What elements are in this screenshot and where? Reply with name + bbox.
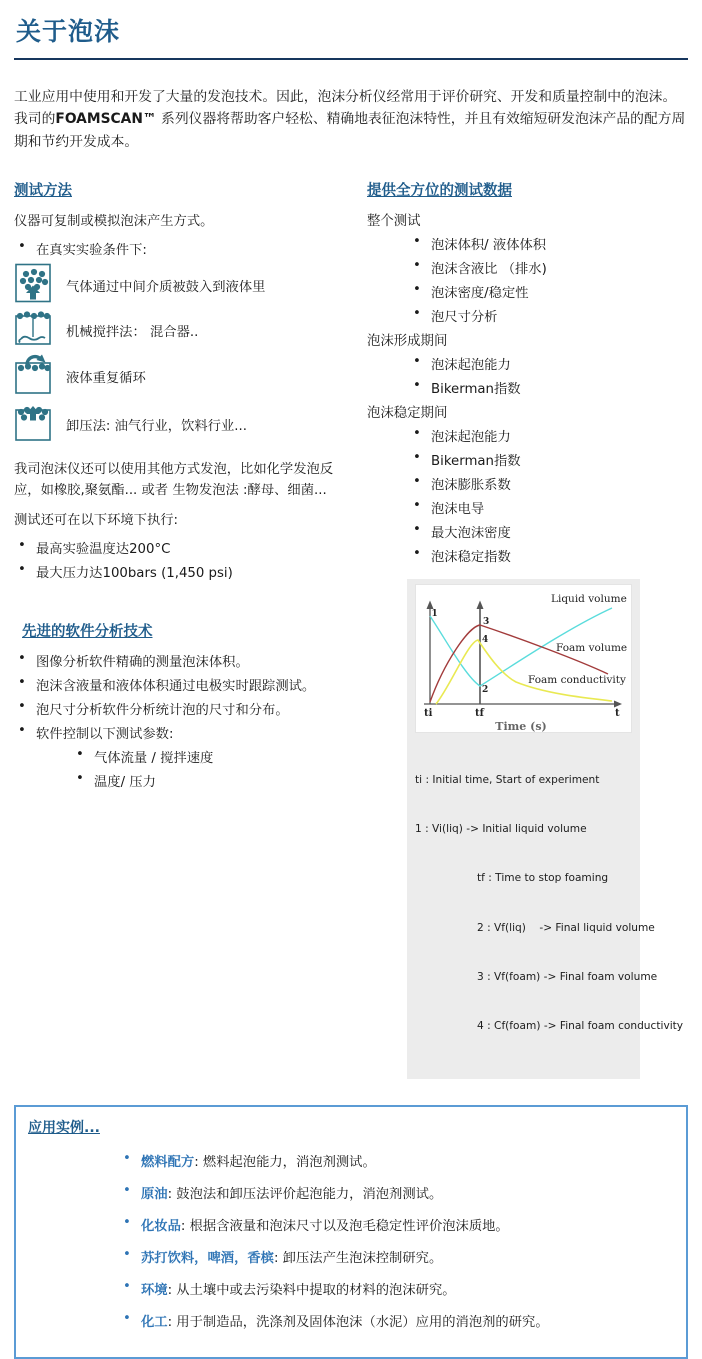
data-item: [413, 258, 688, 277]
data-item-text: 泡沫起泡能力: [431, 430, 511, 446]
env-item: [14, 562, 359, 581]
method-label: 机械搅拌法： 混合器..: [66, 324, 199, 340]
data-group-label: 泡沫稳定期间: [367, 406, 448, 422]
foam-volume-curve: [430, 625, 608, 702]
data-item-text: 泡沫含液比 （排水): [431, 262, 547, 278]
two-column-layout: [14, 171, 688, 1079]
method-label: 卸压法: 油气行业，饮料行业...: [66, 418, 247, 434]
applications-heading: 应用实例...: [28, 1120, 100, 1137]
data-item-text: 最大泡沫密度: [431, 526, 511, 542]
data-item: [413, 450, 688, 469]
environment-heading: 测试还可在以下环境下执行:: [14, 513, 179, 529]
application-desc: : 用于制造品，洗涤剂及固体泡沫（水泥）应用的消泡剂的研究。: [167, 1315, 549, 1331]
mechanical-stirring-icon: [14, 310, 52, 350]
marker-2: 2: [482, 685, 489, 696]
data-group-label: 整个测试: [367, 214, 421, 230]
data-item: [413, 306, 688, 325]
data-item-text: Bikerman指数: [431, 382, 521, 398]
env-item-text: 最高实验温度达200°C: [36, 542, 171, 558]
intro-line-2-post: 系列仪器将帮助客户轻松、精确地表征泡沫特性，并且有效缩短研发泡沫产品的配方周期和节约开发成本。: [14, 111, 686, 150]
application-term: 原油: [141, 1187, 168, 1203]
section-heading-test-methods: 测试方法: [14, 183, 72, 200]
software-sub-item-text: 温度/ 压力: [94, 775, 156, 791]
application-item: [123, 1247, 672, 1266]
left-column: [14, 171, 359, 1079]
method-row-depressurization: [14, 402, 359, 446]
intro-line-2-pre: 我司的: [14, 111, 56, 128]
env-item-text: 最大压力达100bars (1,450 psi): [36, 566, 233, 582]
software-item: [14, 723, 359, 742]
bullet-dot: •: [123, 1215, 131, 1231]
intro-line-2: [14, 108, 688, 153]
foam-chart-panel: [407, 579, 684, 1079]
legend-line: 2 : Vf(liq) -> Final liquid volume: [477, 921, 655, 934]
method-row-recirculation: [14, 353, 359, 399]
foam-chart: [415, 584, 632, 733]
data-item-text: 泡沫体积/ 液体体积: [431, 238, 547, 254]
method-row-stirring: [14, 310, 359, 350]
x-axis-label: Time (s): [495, 720, 547, 734]
spacer: [14, 586, 359, 612]
right-column: [359, 171, 688, 1079]
bullet-dot: •: [123, 1183, 131, 1199]
software-item-text: 软件控制以下测试参数:: [36, 727, 174, 743]
data-item-text: 泡沫起泡能力: [431, 358, 511, 374]
tick-tf: tf: [475, 708, 484, 720]
bullet-dot: •: [123, 1247, 131, 1263]
legend-line: tf : Time to stop foaming: [477, 872, 609, 885]
software-item-text: 泡尺寸分析软件分析统计泡的尺寸和分布。: [36, 703, 289, 719]
liquid-recirculation-icon: [14, 353, 52, 399]
gas-sparging-icon: [14, 263, 52, 307]
bullet-dot: •: [413, 258, 421, 274]
software-sub-item: [76, 747, 359, 766]
chart-legend: [415, 739, 684, 1067]
intro-line-1: 工业应用中使用和开发了大量的发泡技术。因此，泡沫分析仪经常用于评价研究、开发和质量控制中的泡沫。: [14, 89, 677, 105]
intro-paragraph: [14, 86, 688, 153]
page-title: 关于泡沫: [16, 17, 121, 46]
bullet-dot: •: [413, 546, 421, 562]
tick-ti: ti: [424, 708, 433, 720]
brand-name: FOAMSCAN™: [55, 111, 157, 128]
bullet-dot: •: [413, 282, 421, 298]
legend-line: 1 : Vi(liq) -> Initial liquid volume: [415, 823, 587, 836]
bullet-dot: •: [18, 675, 26, 691]
application-item: [123, 1279, 672, 1298]
data-item-text: 泡沫稳定指数: [431, 550, 511, 566]
data-group-label: 泡沫形成期间: [367, 334, 448, 350]
marker-1: 1: [431, 609, 438, 620]
marker-4: 4: [482, 635, 489, 646]
data-item: [413, 474, 688, 493]
bullet-dot: •: [413, 306, 421, 322]
software-sub-item: [76, 771, 359, 790]
data-item: [413, 234, 688, 253]
other-methods-paragraph: 我司泡沫仪还可以使用其他方式发泡，比如化学发泡反应，如橡胶,聚氨酯... 或者 生物发泡法 :酵母、细菌...: [14, 462, 334, 498]
bullet-dot: •: [123, 1311, 131, 1327]
bullet-dot: •: [413, 234, 421, 250]
bullet-dot: •: [18, 651, 26, 667]
application-desc: : 燃料起泡能力，消泡剂测试。: [194, 1155, 376, 1171]
foam-volume-label: Foam volume: [556, 642, 628, 655]
data-item: [413, 522, 688, 541]
bullet-dot: •: [413, 450, 421, 466]
software-sub-item-text: 气体流量 / 搅拌速度: [94, 751, 214, 767]
tick-t: t: [615, 708, 620, 720]
software-item-text: 图像分析软件精确的测量泡沫体积。: [36, 655, 249, 671]
data-item-text: 泡沫电导: [431, 502, 485, 518]
bullet-dot: •: [18, 723, 26, 739]
data-item: [413, 546, 688, 565]
application-term: 苏打饮料，啤酒，香槟: [141, 1251, 274, 1267]
data-item-text: Bikerman指数: [431, 454, 521, 470]
method-label: 液体重复循环: [66, 370, 146, 386]
application-desc: : 鼓泡法和卸压法评价起泡能力，消泡剂测试。: [167, 1187, 443, 1203]
method-label: 气体通过中间介质被鼓入到液体里: [66, 279, 266, 295]
application-desc: : 根据含液量和泡沫尺寸以及泡毛稳定性评价泡沫质地。: [180, 1219, 509, 1235]
bullet-dot: •: [413, 426, 421, 442]
bullet-dot: •: [413, 474, 421, 490]
application-item: [123, 1311, 672, 1330]
data-item-text: 泡尺寸分析: [431, 310, 498, 326]
bullet-dot: •: [123, 1279, 131, 1295]
env-item: [14, 538, 359, 557]
methods-condition-bullet: [14, 239, 359, 258]
method-row-sparging: [14, 263, 359, 307]
legend-line: 4 : Cf(foam) -> Final foam conductivity: [477, 1019, 684, 1032]
software-item: [14, 651, 359, 670]
title-divider: [14, 58, 688, 60]
application-item: [123, 1183, 672, 1202]
bullet-dot: •: [76, 747, 84, 763]
foam-conductivity-label: Foam conductivity: [528, 674, 626, 687]
bullet-dot: •: [413, 498, 421, 514]
application-desc: : 卸压法产生泡沫控制研究。: [273, 1251, 443, 1267]
application-item: [123, 1151, 672, 1170]
legend-line: 3 : Vf(foam) -> Final foam volume: [477, 970, 658, 983]
methods-subtitle: 仪器可复制或模拟泡沫产生方式。: [14, 214, 214, 230]
methods-condition-text: 在真实实验条件下:: [36, 243, 147, 259]
bullet-dot: •: [123, 1151, 131, 1167]
applications-box: [14, 1105, 688, 1359]
data-item: [413, 282, 688, 301]
software-item: [14, 699, 359, 718]
bullet-dot: •: [413, 378, 421, 394]
software-item-text: 泡沫含液量和液体体积通过电极实时跟踪测试。: [36, 679, 316, 695]
application-term: 燃料配方: [141, 1155, 195, 1171]
legend-line: ti : Initial time, Start of experiment: [415, 773, 600, 786]
application-term: 化工: [141, 1315, 168, 1331]
bullet-dot: •: [18, 538, 26, 554]
section-heading-software: 先进的软件分析技术: [22, 624, 153, 641]
bullet-dot: •: [18, 239, 26, 255]
software-item: [14, 675, 359, 694]
data-item: [413, 426, 688, 445]
bullet-dot: •: [76, 771, 84, 787]
data-item-text: 泡沫密度/稳定性: [431, 286, 529, 302]
application-desc: : 从土壤中或去污染料中提取的材料的泡沫研究。: [167, 1283, 456, 1299]
application-item: [123, 1215, 672, 1234]
application-term: 化妆品: [141, 1219, 181, 1235]
depressurization-icon: [14, 402, 52, 446]
marker-3: 3: [483, 617, 490, 628]
data-item: [413, 498, 688, 517]
application-term: 环境: [141, 1283, 168, 1299]
section-heading-test-data: 提供全方位的测试数据: [367, 183, 512, 200]
bullet-dot: •: [18, 562, 26, 578]
bullet-dot: •: [413, 522, 421, 538]
liquid-volume-label: Liquid volume: [551, 593, 627, 606]
data-item-text: 泡沫膨胀系数: [431, 478, 511, 494]
bullet-dot: •: [413, 354, 421, 370]
data-item: [413, 378, 688, 397]
bullet-dot: •: [18, 699, 26, 715]
data-item: [413, 354, 688, 373]
